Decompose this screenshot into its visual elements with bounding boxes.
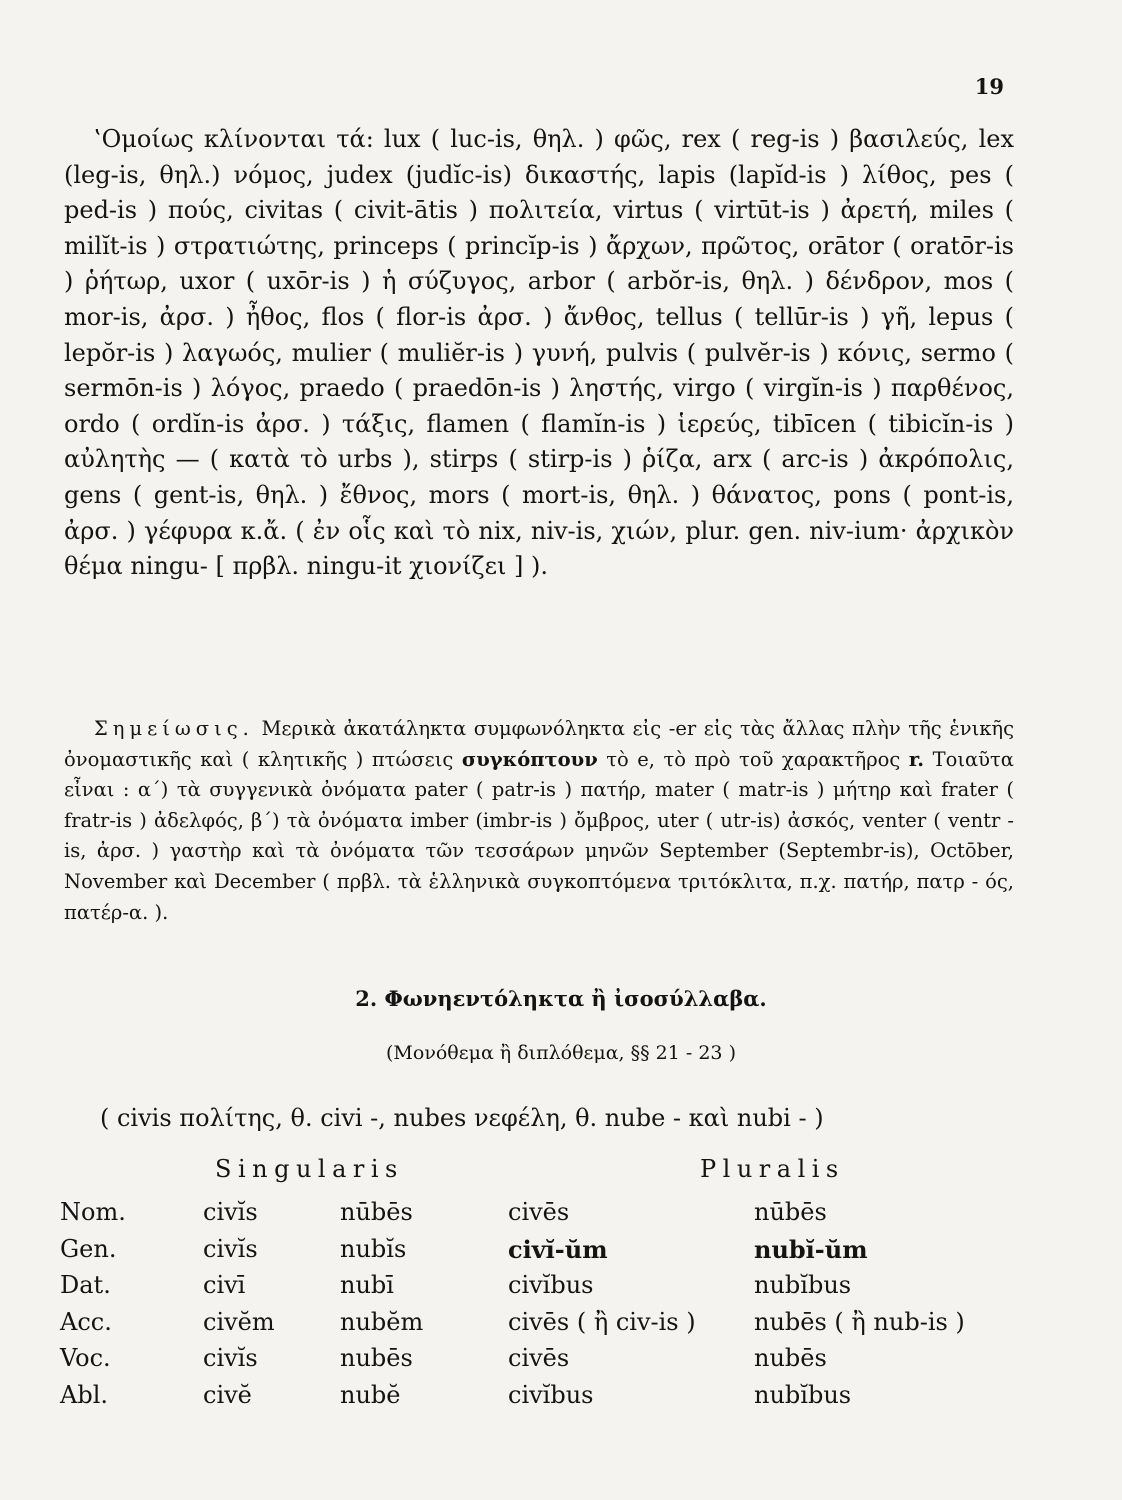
stems-line: ( civis πολίτης, θ. civi -, nubes νεφέλη, θ. nube - καὶ nubi - ): [100, 1104, 824, 1132]
cell-singular-civis: civĕm: [203, 1307, 275, 1336]
note-text-middle: τὸ e, τὸ πρὸ τοῦ χαρακτῆρος: [606, 747, 901, 771]
cell-plural-nubes: nubēs ( ἢ nub-is ): [754, 1307, 965, 1336]
note-text-before: Μερικὰ ἀκατάληκτα συμφωνόληκτα εἰς -er εἰς τὰς ἄλλας πλὴν τῆς ἑνικῆς ὀνομαστικῆς καὶ ( κλητικῆς ) πτώσεις: [64, 717, 1015, 771]
cell-plural-civis: civĭ-ŭm: [508, 1234, 608, 1264]
cell-plural-civis: civēs: [508, 1198, 570, 1226]
section-subtitle: (Μονόθεμα ἢ διπλόθεμα, §§ 21 - 23 ): [386, 1042, 736, 1064]
note-paragraph: [64, 714, 1014, 928]
case-label: Abl.: [60, 1380, 108, 1409]
cell-singular-civis: civĭs: [203, 1198, 258, 1226]
main-paragraph: ‛Ομοίως κλίνονται τά: lux ( luc-is, θηλ. ) φῶς, rex ( reg-is ) βασιλεύς, lex (leg-is, θηλ.) νόμος, judex (judĭc-is) δικαστής, lapis (lapĭd-is ) λίθος, pes ( ped-is ) πούς, civitas ( civit-ātis ) πολιτεία, virtus ( virtūt-is ) ἀρετή, miles ( milĭt-is ) στρατιώτης, princeps ( princĭp-is ) ἄρχων, πρῶτος, orātor ( oratōr-is ) ῥήτωρ, uxor ( uxōr-is ) ἡ σύζυγος, arbor ( arbŏr-is, θηλ. ) δένδρον, mos ( mor-is, ἀρσ. ) ἦθος, flos ( flor-is ἀρσ. ) ἄνθος, tellus ( tellūr-is ) γῆ, lepus ( lepŏr-is ) λαγωός, mulier ( muliĕr-is ) γυνή, pulvis ( pulvĕr-is ) κόνις, sermo ( sermōn-is ) λόγος, praedo ( praedōn-is ) ληστής, virgo ( virgĭn-is ) παρθένος, ordo ( ordĭn-is ἀρσ. ) τάξις, flamen ( flamĭn-is ) ἱερεύς, tibīcen ( tibicĭn-is ) αὐλητὴς — ( κατὰ τὸ urbs ), stirps ( stirp-is ) ῥίζα, arx ( arc-is ) ἀκρόπολις, gens ( gent-is, θηλ. ) ἔθνος, mors ( mort-is, θηλ. ) θάνατος, pons ( pont-is, ἀρσ. ) γέφυρα κ.ἄ. ( ἐν οἷς καὶ τὸ nix, niv-is, χιών, plur. gen. niv-ium· ἀρχικὸν θέμα ningu- [ πρβλ. ningu-it χιονίζει ] ).: [64, 125, 1014, 581]
case-label: Acc.: [60, 1307, 112, 1336]
cell-singular-civis: civĕ: [203, 1380, 252, 1409]
cell-plural-nubes: nūbēs: [754, 1198, 827, 1226]
cell-plural-civis: civĭbus: [508, 1380, 594, 1409]
page-number: 19: [974, 74, 1004, 99]
cell-plural-nubes: nubĭbus: [754, 1380, 852, 1409]
cell-singular-civis: civĭs: [203, 1234, 258, 1263]
header-pluralis: Pluralis: [700, 1155, 845, 1183]
cell-plural-nubes: nubĭ-ŭm: [754, 1234, 868, 1264]
section-title: 2. Φωνηεντόληκτα ἢ ἰσοσύλλαβα.: [355, 986, 767, 1011]
cell-plural-civis: civēs: [508, 1344, 570, 1373]
cell-singular-nubes: nubĕ: [340, 1380, 401, 1409]
cell-singular-nubes: nubī: [340, 1271, 394, 1300]
cell-singular-nubes: nūbēs: [340, 1198, 413, 1226]
cell-plural-civis: civēs ( ἢ civ-is ): [508, 1307, 696, 1336]
note-label: Σημείωσις.: [94, 717, 254, 740]
cell-singular-civis: civī: [203, 1271, 246, 1300]
cell-plural-nubes: nubēs: [754, 1344, 827, 1373]
cell-plural-civis: civĭbus: [508, 1271, 594, 1300]
case-label: Gen.: [60, 1234, 117, 1263]
case-label: Voc.: [60, 1344, 111, 1373]
cell-singular-nubes: nubĭs: [340, 1234, 407, 1263]
cell-singular-nubes: nubĕm: [340, 1307, 424, 1336]
note-bold-letter: r.: [908, 747, 925, 771]
cell-singular-nubes: nubēs: [340, 1344, 413, 1373]
case-label: Nom.: [60, 1198, 126, 1226]
case-label: Dat.: [60, 1271, 111, 1300]
note-text-after: Τοιαῦτα εἶναι : α΄) τὰ συγγενικὰ ὀνόματα pater ( patr-is ) πατήρ, mater ( matr-is ) μήτηρ καὶ frater ( fratr-is ) ἀδελφός, β΄) τὰ ὀνόματα imber (imbr-is ) ὄμβρος, uter ( utr-is) ἀσκός, venter ( ventr -is, ἀρσ. ) γαστὴρ καὶ τὰ ὀνόματα τῶν τεσσάρων μηνῶν September (Septembr-is), Octōber, November καὶ December ( πρβλ. τὰ ἑλληνικὰ συγκοπτόμενα τριτόκλιτα, π.χ. πατήρ, πατρ - ός, πατέρ-α. ).: [64, 747, 1014, 924]
cell-singular-civis: civĭs: [203, 1344, 258, 1373]
header-singularis: Singularis: [215, 1155, 404, 1183]
cell-plural-nubes: nubĭbus: [754, 1271, 852, 1300]
note-bold-word: συγκόπτουν: [461, 747, 598, 771]
